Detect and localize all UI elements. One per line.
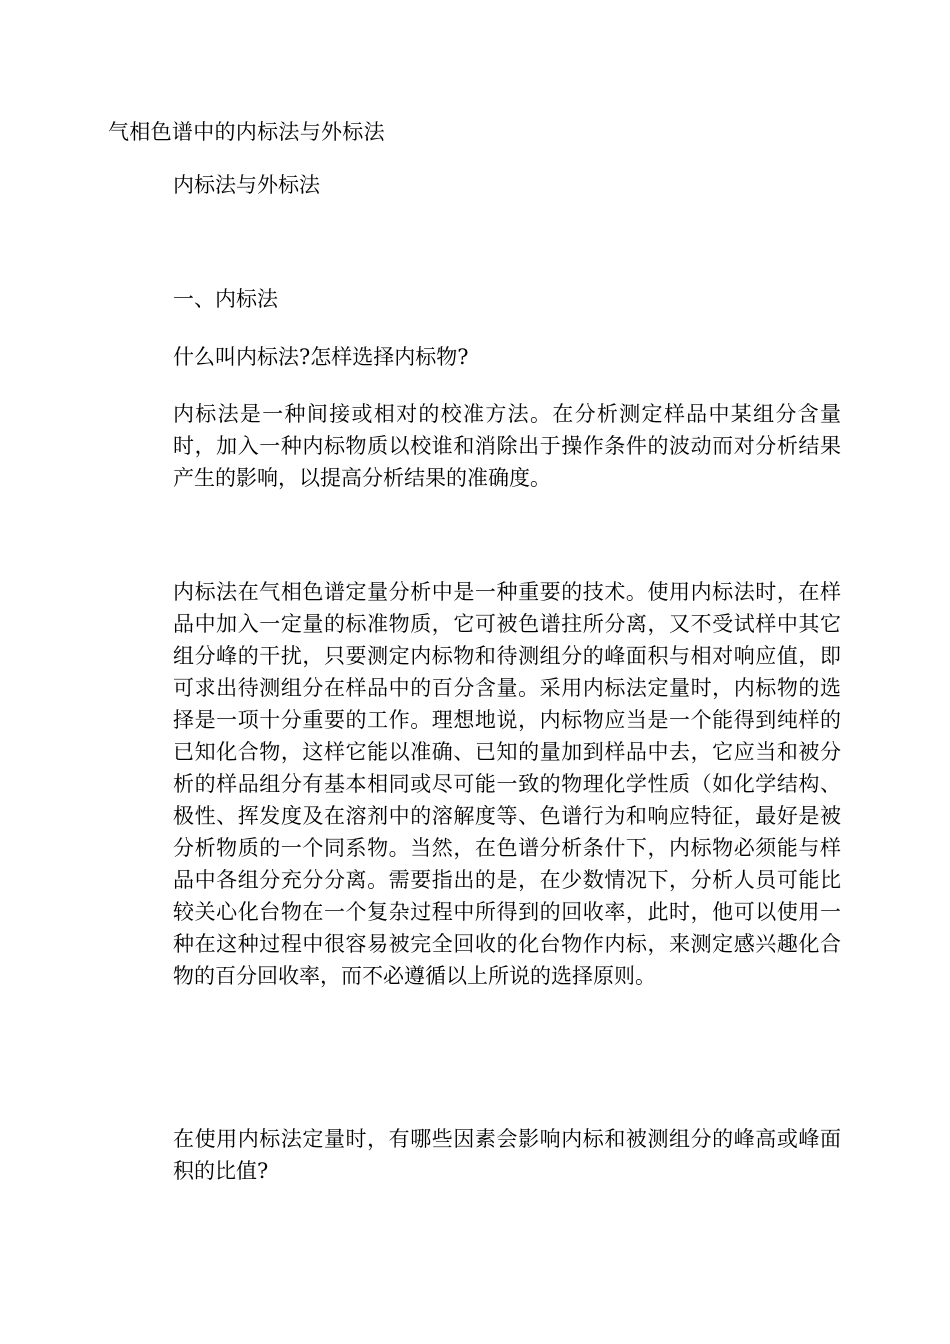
section-heading: 一、内标法 <box>173 287 278 311</box>
body-paragraph: 内标法在气相色谱定量分析中是一种重要的技术。使用内标法时，在样品中加入一定量的标准物质，它可被色谱拄所分离，又不受试样中其它组分峰的干扰，只要测定内标物和待测组分的峰面积与相对响应值，即可求出待测组分在样品中的百分含量。采用内标法定量时，内标物的选择是一项十分重要的工作。理想地说，内标物应当是一个能得到纯样的已知化合物，这样它能以准确、已知的量加到样品中去，它应当和被分析的样品组分有基本相同或尽可能一致的物理化学性质（如化学结构、极性、挥发度及在溶剂中的溶解度等、色谱行为和响应特征，最好是被分析物质的一个同系物。当然，在色谱分析条什下，内标物必须能与样品中各组分充分分离。需要指出的是，在少数情况下，分析人员可能比较关心化台物在一个复杂过程中所得到的回收率，此时，他可以使用一种在这种过程中很容易被完全回收的化台物作内标，来测定感兴趣化合物的百分回收率，而不必遵循以上所说的选择原则。 <box>173 580 841 988</box>
question-heading: 在使用内标法定量时，有哪些因素会影响内标和被测组分的峰高或峰面积的比值? <box>173 1127 841 1183</box>
body-paragraph: 内标法是一种间接或相对的校准方法。在分析测定样品中某组分含量时，加入一种内标物质以校谁和消除出于操作条件的波动而对分析结果产生的影响，以提高分析结果的准确度。 <box>173 402 841 490</box>
question-heading: 什么叫内标法?怎样选择内标物? <box>173 345 469 369</box>
document-title: 气相色谱中的内标法与外标法 <box>108 120 385 144</box>
document-subtitle: 内标法与外标法 <box>173 173 320 197</box>
